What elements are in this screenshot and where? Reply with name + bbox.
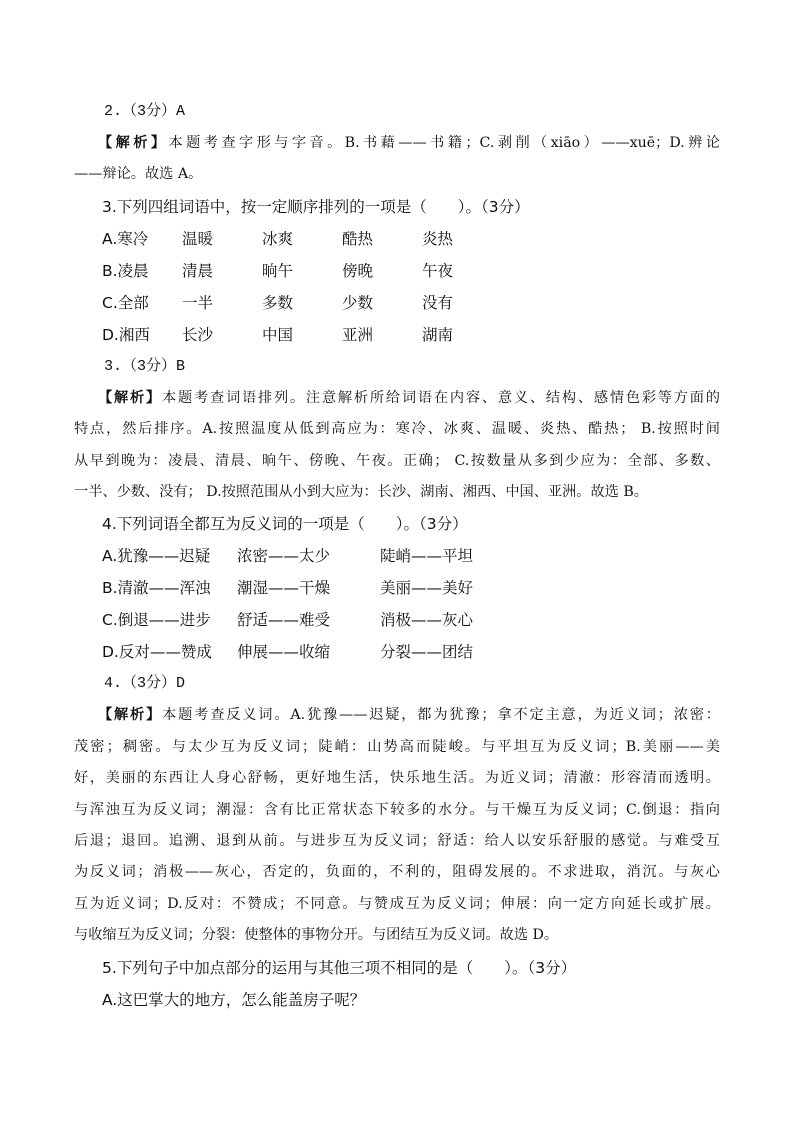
q2-explanation-line: 【解析】本题考查字形与字音。B.书藉——书籍；C.剥削（xiāo）——xuē；D.辨论 — [98, 135, 720, 151]
q2-answer: 2.（3分）A — [104, 103, 186, 120]
q4-explanation-line: 【解析】本题考查反义词。A.犹豫——迟疑，都为犹豫；拿不定主意，为近义词；浓密： — [98, 707, 720, 724]
q4-explanation — [74, 700, 720, 951]
q3-option-a: A.寒冷 温暖 冰爽 酷热 炎热 — [102, 229, 454, 248]
q4-explanation-line: 与浑浊互为反义词；潮湿：含有比正常状态下较多的水分。与干燥互为反义词；C.倒退：指向 — [74, 801, 720, 818]
q4-answer: 4.（3分）D — [104, 675, 186, 693]
q3-explanation-line: 特点，然后排序。A.按照温度从低到高应为：寒冷、冰爽、温暖、炎热、酷热； B.按照时间 — [74, 421, 720, 438]
q3-explanation — [74, 383, 720, 509]
q3-explanation-line: 【解析】本题考查词语排列。注意解析所给词语在内容、意义、结构、感情色彩等方面的 — [98, 389, 720, 406]
q4-explanation-line: 好，美丽的东西让人身心舒畅，更好地生活，快乐地生活。为近义词；清澈：形容清而透明。 — [74, 770, 720, 787]
explanation-tag: 【解析】 — [98, 707, 163, 724]
q4-explanation-line: 与收缩互为反义词；分裂：使整体的事物分开。与团结互为反义词。故选 D。 — [74, 927, 559, 944]
q3-option-b: B.凌晨 清晨 晌午 傍晚 午夜 — [102, 261, 454, 280]
q3-explanation-line: 一半、少数、没有； D.按照范围从小到大应为：长沙、湖南、湘西、中国、亚洲。故选 B。 — [74, 484, 648, 501]
q2-explanation — [74, 128, 720, 191]
q5-option-a: A.这巴掌大的地方，怎么能盖房子呢？ — [102, 990, 366, 1009]
explanation-tag: 【解析】 — [98, 135, 169, 151]
q4-explanation-line: 茂密；稠密。与太少互为反义词；陡峭：山势高而陡峻。与平坦互为反义词；B.美丽——美 — [74, 738, 720, 755]
q4-option-c: C.倒退——进步 舒适——难受 消极——灰心 — [102, 611, 474, 630]
explanation-tag: 【解析】 — [98, 389, 162, 406]
q4-explanation-line: 互为近义词；D.反对：不赞成；不同意。与赞成互为反义词；伸展：向一定方向延长或扩展。 — [74, 895, 720, 912]
q3-question: 3.下列四组词语中，按一定顺序排列的一项是（ ）。（3分） — [102, 197, 530, 216]
q2-explanation-line: ——辩论。故选 A。 — [74, 166, 203, 183]
q4-question: 4.下列词语全都互为反义词的一项是（ ）。（3分） — [102, 515, 468, 534]
q4-option-a: A.犹豫——迟疑 浓密——太少 陡峭——平坦 — [102, 547, 474, 566]
q4-option-b: B.清澈——浑浊 潮湿——干燥 美丽——美好 — [102, 579, 474, 598]
q5-question: 5.下列句子中加点部分的运用与其他三项不相同的是（ ）。（3分） — [102, 958, 577, 977]
q4-explanation-line: 为反义词；消极——灰心，否定的，负面的，不利的，阻碍发展的。不求进取，消沉。与灰心 — [74, 864, 720, 881]
q4-option-d: D.反对——赞成 伸展——收缩 分裂——团结 — [102, 643, 474, 662]
q3-answer: 3.（3分）B — [104, 357, 186, 375]
q3-option-c: C.全部 一半 多数 少数 没有 — [102, 293, 454, 312]
q4-explanation-line: 后退；退回。追溯、退到从前。与进步互为反义词；舒适：给人以安乐舒服的感觉。与难受互 — [74, 833, 720, 850]
q3-option-d: D.湘西 长沙 中国 亚洲 湖南 — [102, 325, 454, 344]
q3-explanation-line: 从早到晚为：凌晨、清晨、晌午、傍晚、午夜。正确； C.按数量从多到少应为：全部、多数、 — [74, 452, 720, 469]
